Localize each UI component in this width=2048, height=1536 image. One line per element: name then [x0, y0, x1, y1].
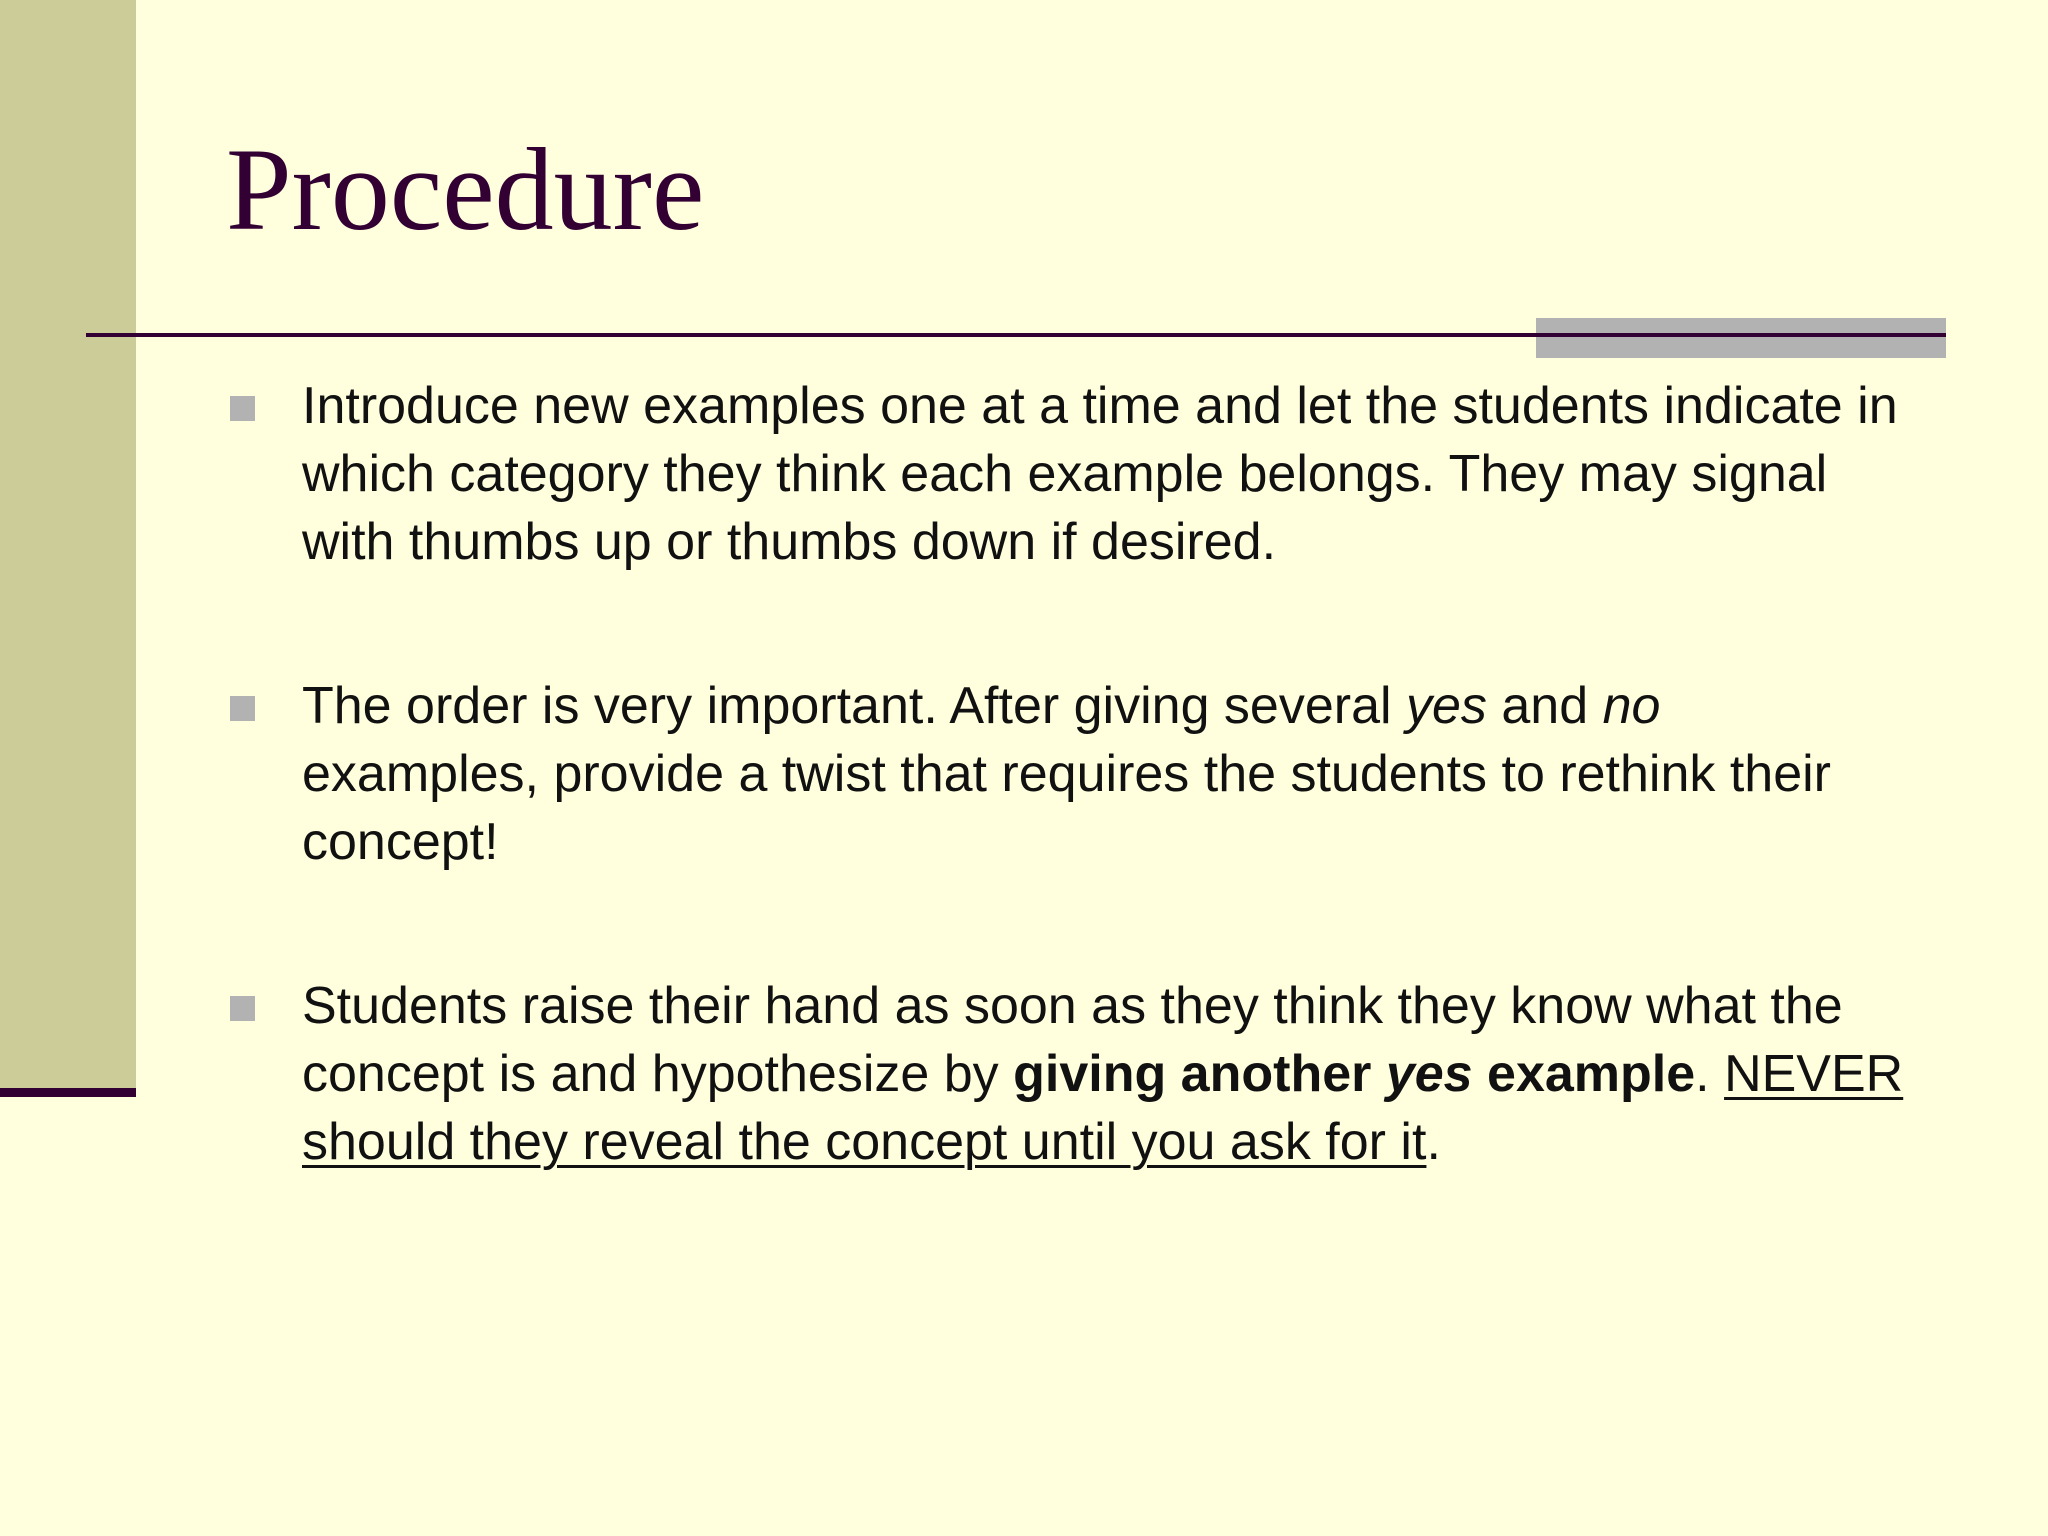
bullet-item-students-raise-hand	[226, 972, 1906, 1176]
bullet-text-no-italic: no	[1602, 677, 1661, 735]
bullet-text-part: .	[1695, 1045, 1725, 1103]
square-bullet-icon	[230, 996, 255, 1021]
bullet-text-bold-italic: yes	[1385, 1045, 1473, 1103]
square-bullet-icon	[230, 696, 255, 721]
bullet-item-introduce	[226, 372, 1906, 576]
bullet-text-bold: example	[1472, 1045, 1696, 1103]
square-bullet-icon	[230, 396, 255, 421]
bullet-text: Introduce new examples one at a time and let the students indicate in which category they think each example belongs. They may signal with thumbs up or thumbs down if desired.	[302, 377, 1898, 571]
bullet-text-underlined: NEVER should they reveal the concept until you ask for it	[302, 1045, 1904, 1171]
left-decorative-band	[0, 0, 136, 1088]
bullet-item-order	[226, 672, 1906, 876]
bullet-text-bold: giving another	[1013, 1045, 1386, 1103]
bullet-text-part: Students raise their hand as soon as they think they know what the concept is and hypothesize by	[302, 977, 1843, 1103]
bullet-text-part: examples, provide a twist that requires the students to rethink their concept!	[302, 745, 1831, 871]
bullet-text-part: .	[1426, 1113, 1441, 1171]
slide-title: Procedure	[226, 124, 705, 255]
title-rule-line	[86, 333, 1946, 337]
bullet-list	[226, 372, 1906, 1176]
bullet-text-part: and	[1486, 677, 1603, 735]
title-rule-accent	[1536, 318, 1946, 358]
left-band-underline	[0, 1088, 136, 1097]
bullet-text-part: The order is very important. After giving several	[302, 677, 1407, 735]
bullet-text-yes-italic: yes	[1406, 677, 1487, 735]
